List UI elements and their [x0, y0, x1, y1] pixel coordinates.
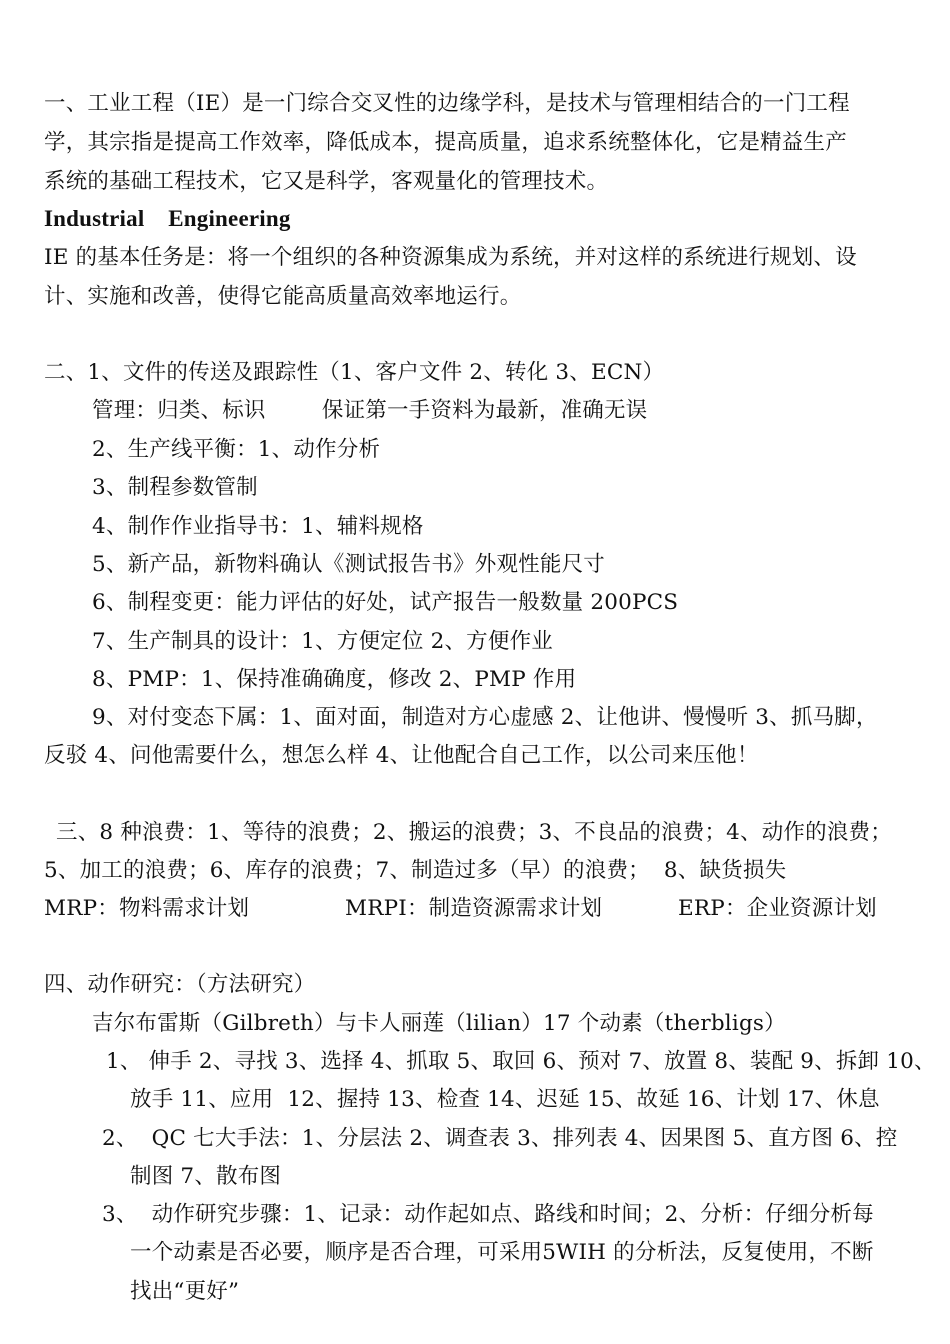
section2-line-6: 5、新产品，新物料确认《测试报告书》外观性能尺寸: [92, 552, 605, 577]
section4-line-3: 1、 伸手 2、寻找 3、选择 4、抓取 5、取回 6、预对 7、放置 8、装配 9、拆卸 10、: [106, 1049, 936, 1074]
english-heading: Industrial Engineering: [44, 206, 291, 231]
section4-line-1: 四、动作研究：（方法研究）: [44, 972, 316, 997]
section4-line-9: 找出“更好”: [130, 1279, 240, 1304]
section1-line-3: 系统的基础工程技术，它又是科学，客观量化的管理技术。: [44, 169, 609, 194]
section2-line-9: 8、PMP：1、保持准确确度，修改 2、PMP 作用: [92, 667, 577, 692]
section2-line-7: 6、制程变更：能力评估的好处，试产报告一般数量 200PCS: [92, 590, 679, 615]
section3-line-2: 5、加工的浪费；6、库存的浪费；7、制造过多（早）的浪费； 8、缺货损失: [44, 858, 787, 883]
section2-line-8: 7、生产制具的设计：1、方便定位 2、方便作业: [92, 629, 553, 654]
section1-task-line-2: 计、实施和改善，使得它能高质量高效率地运行。: [44, 284, 522, 309]
section4-line-2: 吉尔布雷斯（Gilbreth）与卡人丽莲（lilian）17 个动素（therbligs）: [92, 1011, 786, 1036]
section1-task-line-1: IE 的基本任务是：将一个组织的各种资源集成为系统，并对这样的系统进行规划、设: [44, 245, 857, 270]
section2-line-3: 2、生产线平衡：1、动作分析: [92, 437, 381, 462]
section3-line-1: 三、8 种浪费：1、等待的浪费；2、搬运的浪费；3、不良品的浪费；4、动作的浪费；: [56, 820, 892, 845]
section2-line-11: 反驳 4、问他需要什么，想怎么样 4、让他配合自己工作，以公司来压他！: [44, 743, 759, 768]
section4-line-6: 制图 7、散布图: [130, 1164, 282, 1189]
section1-line-1: 一、工业工程（IE）是一门综合交叉性的边缘学科，是技术与管理相结合的一门工程: [44, 91, 850, 116]
mrp-definition: MRP：物料需求计划: [44, 896, 250, 921]
section2-line-4: 3、制程参数管制: [92, 475, 258, 500]
section2-line-5: 4、制作作业指导书：1、辅料规格: [92, 514, 424, 539]
section4-line-7: 3、 动作研究步骤：1、记录：动作起如点、路线和时间；2、分析：仔细分析每: [102, 1202, 874, 1227]
section1-line-2: 学，其宗指是提高工作效率，降低成本，提高质量，追求系统整体化，它是精益生产: [44, 130, 847, 155]
mrpi-definition: MRPI：制造资源需求计划: [345, 896, 603, 921]
section4-line-8: 一个动素是否必要，顺序是否合理，可采用5WIH 的分析法，反复使用，不断: [130, 1240, 874, 1265]
section4-line-4: 放手 11、应用 12、握持 13、检查 14、迟延 15、故延 16、计划 17、休息: [130, 1087, 880, 1112]
erp-definition: ERP：企业资源计划: [678, 896, 877, 921]
section2-line-10: 9、对付变态下属：1、面对面，制造对方心虚感 2、让他讲、慢慢听 3、抓马脚，: [92, 705, 878, 730]
section2-line-1: 二、1、文件的传送及跟踪性（1、客户文件 2、转化 3、ECN）: [44, 360, 665, 385]
section2-line-2: 管理：归类、标识 保证第一手资料为最新，准确无误: [92, 398, 648, 423]
section4-line-5: 2、 QC 七大手法：1、分层法 2、调查表 3、排列表 4、因果图 5、直方图 6、控: [102, 1126, 898, 1151]
